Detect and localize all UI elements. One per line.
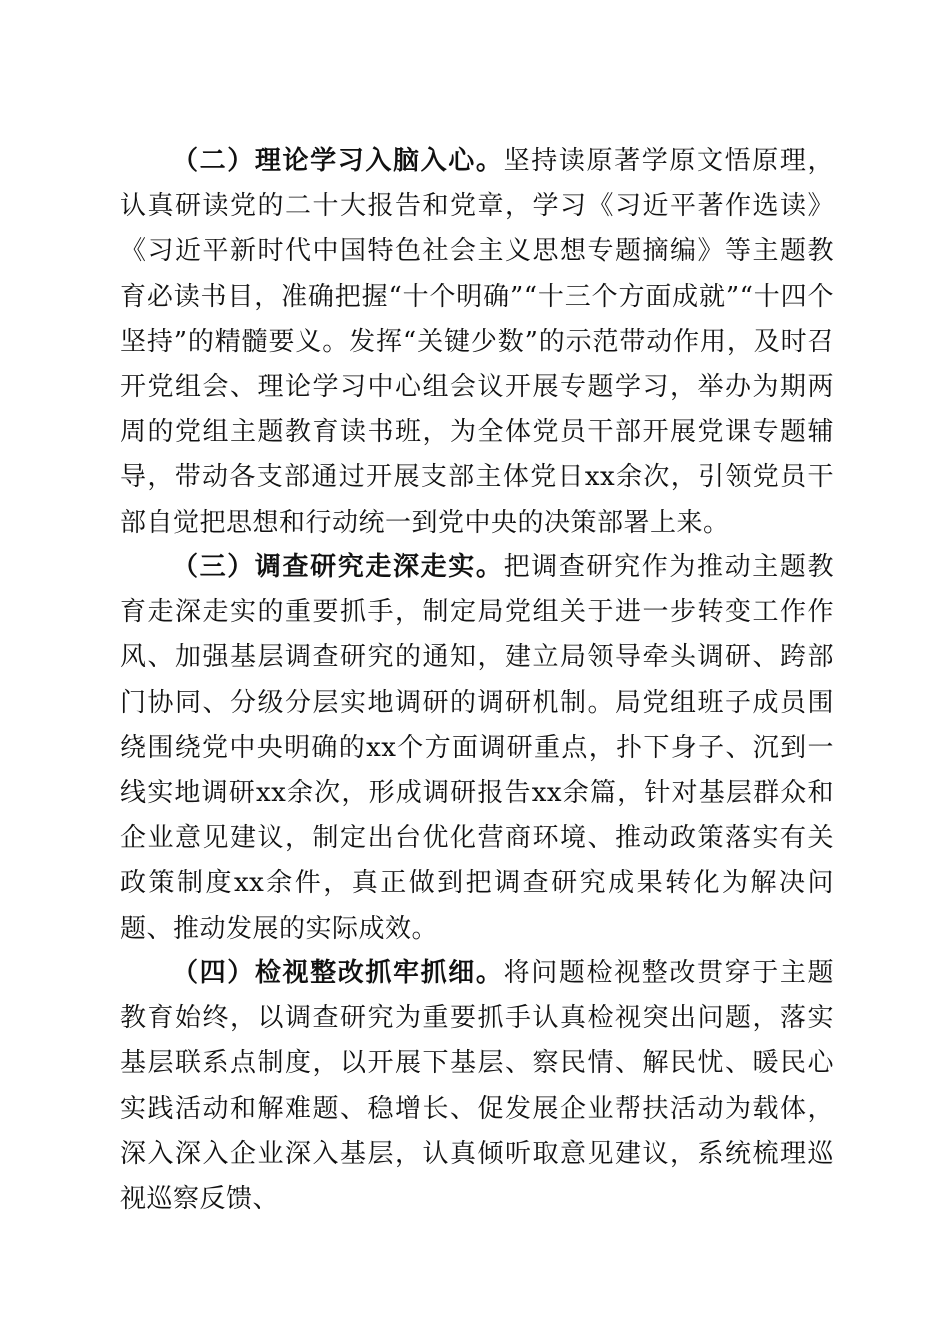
section-body: 坚持读原著学原文悟原理，认真研读党的二十大报告和党章，学习《习近平著作选读》《习近平新时代中国特色社会主义思想专题摘编》等主题教育必读书目，准确把握“十个明确”“十三个方面成就”“十四个坚持”的精髓要义。发挥“关键少数”的示范带动作用，及时召开党组会、理论学习中心组会议开展专题学习，举办为期两周的党组主题教育读书班，为全体党员干部开展党课专题辅导，带动各支部通过开展支部主体党日xx余次，引领党员干部自觉把思想和行动统一到党中央的决策部署上来。: [120, 146, 834, 538]
section-body: 把调查研究作为推动主题教育走深走实的重要抓手，制定局党组关于进一步转变工作作风、加强基层调查研究的通知，建立局领导牵头调研、跨部门协同、分级分层实地调研的调研机制。局党组班子成员围绕围绕党中央明确的xx个方面调研重点，扑下身子、沉到一线实地调研xx余次，形成调研报告xx余篇，针对基层群众和企业意见建议，制定出台优化营商环境、推动政策落实有关政策制度xx余件，真正做到把调查研究成果转化为解决问题、推动发展的实际成效。: [120, 552, 834, 944]
section-heading: （四）检视整改抓牢抓细。: [172, 958, 504, 988]
section-body: 将问题检视整改贯穿于主题教育始终，以调查研究为重要抓手认真检视突出问题，落实基层联系点制度，以开展下基层、察民情、解民忧、暖民心实践活动和解难题、稳增长、促发展企业帮扶活动为载体，深入深入企业深入基层，认真倾听取意见建议，系统梳理巡视巡察反馈、: [120, 958, 834, 1215]
section-inspection-rectification: [120, 951, 834, 1222]
section-theory-study: [120, 139, 834, 546]
section-heading: （三）调查研究走深走实。: [172, 552, 504, 582]
section-heading: （二）理论学习入脑入心。: [172, 146, 504, 176]
section-investigation-research: [120, 545, 834, 952]
